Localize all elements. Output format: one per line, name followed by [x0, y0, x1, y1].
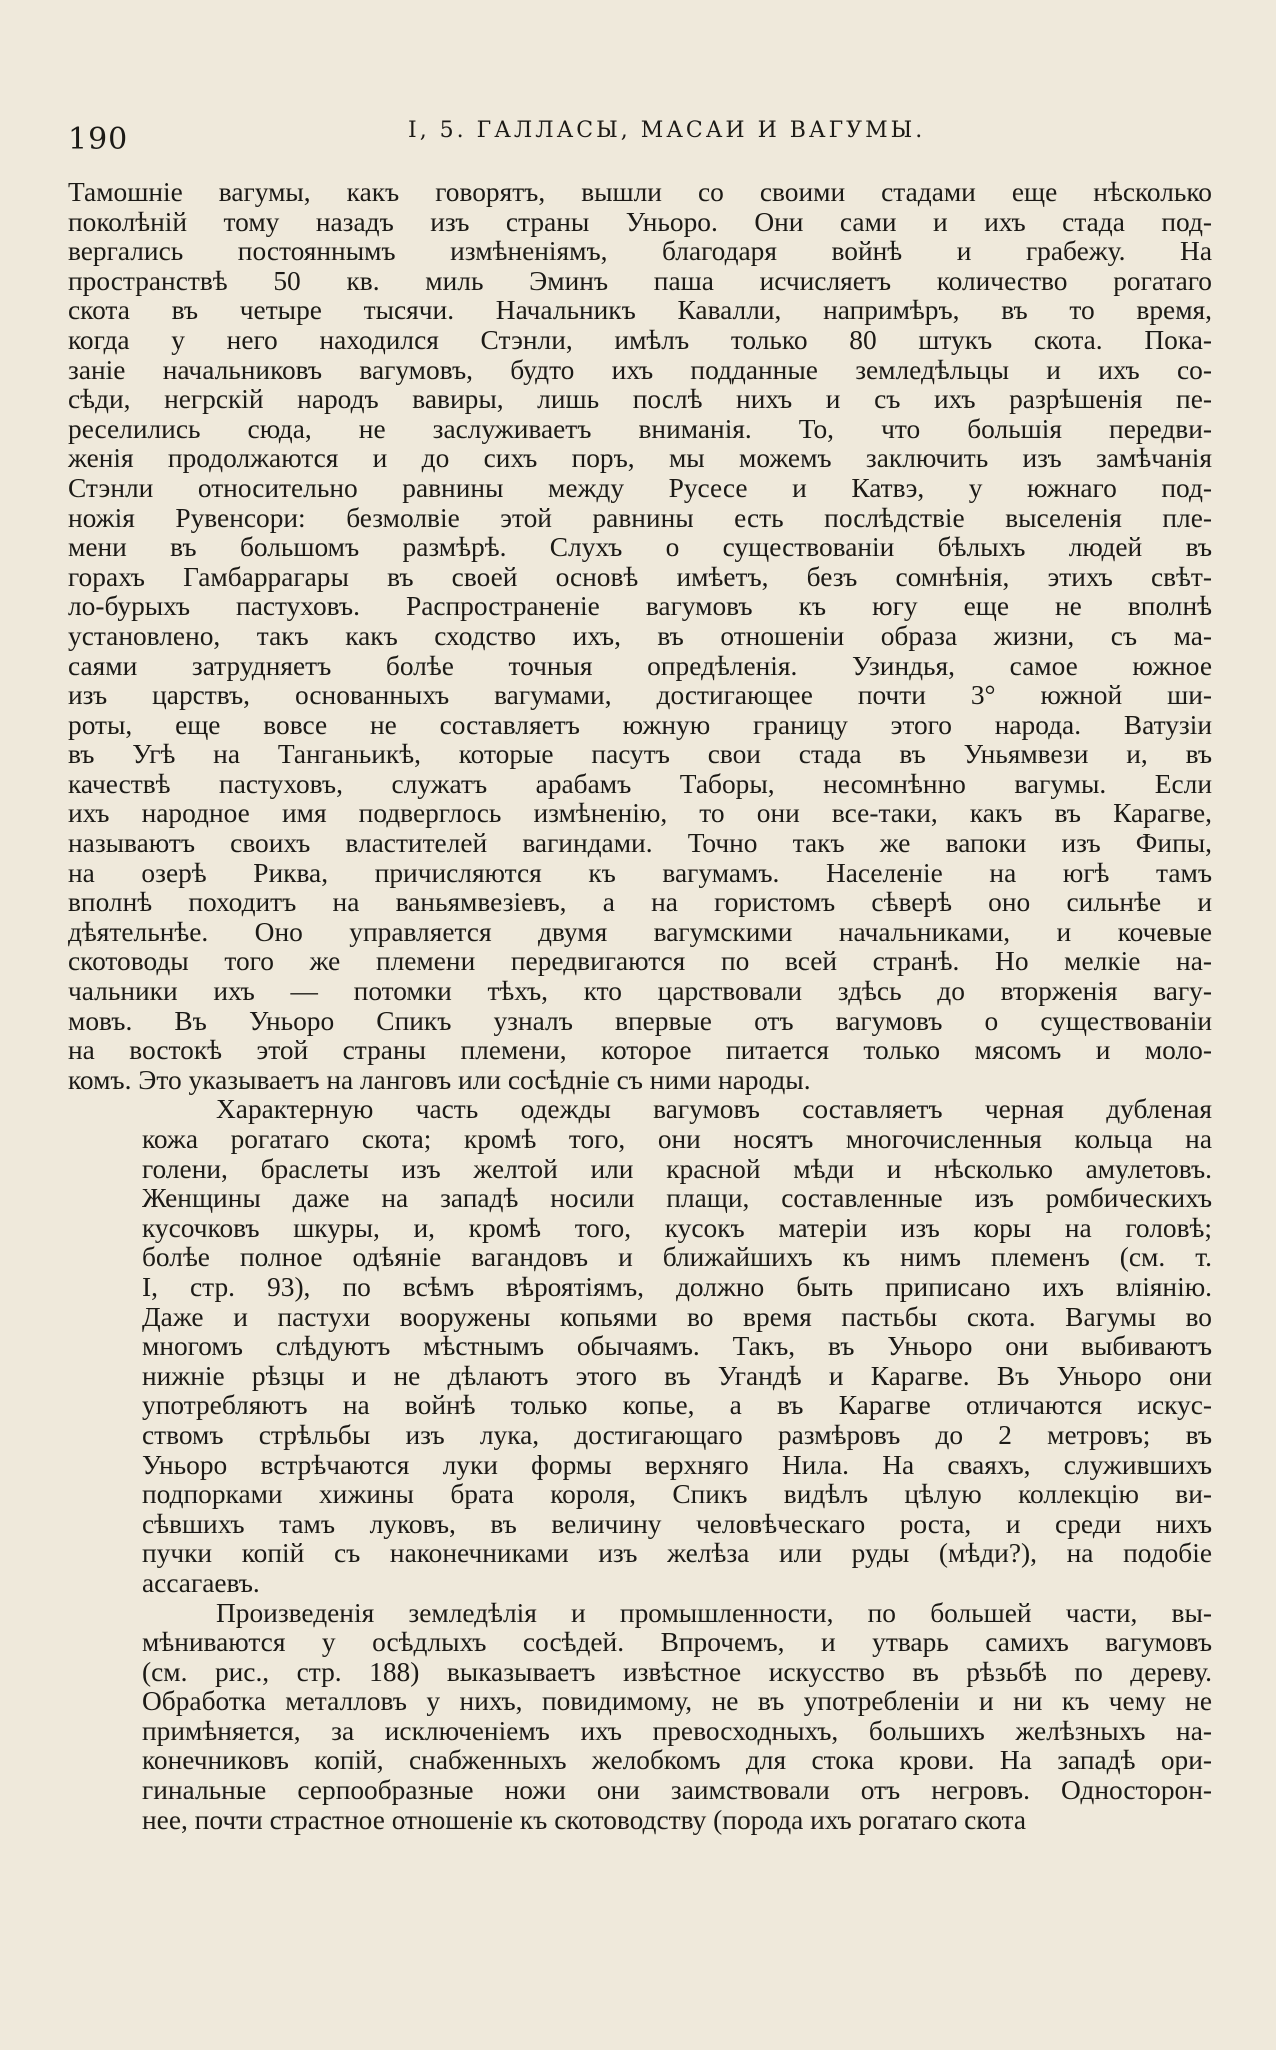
text-line: голени, браслеты изъ желтой или красной мѣди и нѣсколько амулетовъ. — [142, 1153, 1212, 1184]
page-number: 190 — [68, 122, 129, 157]
text-line: на озерѣ Риква, причисляются къ вагумамъ. Населеніе на югѣ тамъ — [68, 857, 1212, 888]
text-line: реселились сюда, не заслуживаетъ вниманія. То, что большія передви- — [68, 413, 1212, 444]
running-head — [68, 118, 1208, 158]
text-line: поколѣній тому назадъ изъ страны Уньоро. Они сами и ихъ стада под- — [68, 206, 1212, 237]
text-line: дѣятельнѣе. Оно управляется двумя вагумскими начальниками, и кочевые — [68, 916, 1212, 947]
text-line: нее, почти страстное отношеніе къ скотоводству (порода ихъ рогатаго скота — [142, 1804, 1027, 1835]
text-line: называютъ своихъ властителей вагиндами. Точно такъ же вапоки изъ Фипы, — [68, 828, 1212, 859]
text-line: заніе начальниковъ вагумовъ, будто ихъ подданные земледѣльцы и ихъ со- — [68, 354, 1212, 385]
body-text — [68, 178, 1212, 1835]
text-line: Стэнли относительно равнины между Русесе и Катвэ, у южнаго под- — [68, 472, 1212, 503]
text-line: ло-бурыхъ пастуховъ. Распространеніе вагумовъ къ югу еще не вполнѣ — [68, 591, 1212, 622]
text-line: ихъ народное имя подверглось измѣненію, то они все-таки, какъ въ Карагве, — [68, 798, 1212, 829]
text-line: Даже и пастухи вооружены копьями во время пастьбы скота. Вагумы во — [142, 1301, 1212, 1332]
text-line: Тамошніе вагумы, какъ говорятъ, вышли со своими стадами еще нѣсколько — [68, 177, 1212, 207]
text-line: кожа рогатаго скота; кромѣ того, они носятъ многочисленныя кольца на — [142, 1124, 1212, 1154]
text-line: въ Угѣ на Танганьикѣ, которые пасутъ свои стада въ Уньямвези и, въ — [68, 739, 1212, 770]
text-line: пучки копій съ наконечниками изъ желѣза или руды (мѣди?), на подобіе — [142, 1538, 1212, 1569]
text-line: роты, еще вовсе не составляетъ южную границу этого народа. Ватузіи — [68, 709, 1212, 740]
text-line: (см. рис., стр. 188) выказываетъ извѣстное искусство въ рѣзьбѣ по дереву. — [142, 1656, 1212, 1687]
running-head-title: I, 5. ГАЛЛАСЫ, МАСАИ И ВАГУМЫ. — [408, 118, 926, 143]
text-line: саями затрудняетъ болѣе точныя опредѣленія. Узиндья, самое южное — [68, 650, 1212, 681]
text-line: вергались постояннымъ измѣненіямъ, благодаря войнѣ и грабежу. На — [68, 236, 1212, 267]
text-line: когда у него находился Стэнли, имѣлъ только 80 штукъ скота. Пока- — [68, 324, 1212, 355]
text-line: примѣняется, за исключеніемъ ихъ превосходныхъ, большихъ желѣзныхъ на- — [142, 1715, 1212, 1746]
paragraph — [68, 1599, 1212, 1836]
text-line: Уньоро встрѣчаются луки формы верхняго Нила. На сваяхъ, служившихъ — [142, 1449, 1212, 1480]
text-line: горахъ Гамбаррагары въ своей основѣ имѣетъ, безъ сомнѣнія, этихъ свѣт- — [68, 561, 1212, 592]
text-line: Характерную часть одежды вагумовъ составляетъ черная дубленая — [216, 1094, 1212, 1125]
text-line: сѣди, негрскій народъ вавиры, лишь послѣ нихъ и съ ихъ разрѣшенія пе- — [68, 384, 1212, 415]
text-line: вполнѣ походитъ на ваньямвезіевъ, а на гористомъ сѣверѣ оно сильнѣе и — [68, 887, 1212, 918]
paragraph — [68, 178, 1212, 1095]
text-line: Произведенія земледѣлія и промышленности, по большей части, вы- — [216, 1597, 1212, 1628]
text-line: Обработка металловъ у нихъ, повидимому, не въ употребленіи и ни къ чему не — [142, 1686, 1212, 1717]
text-line: многомъ слѣдуютъ мѣстнымъ обычаямъ. Такъ, въ Уньоро они выбиваютъ — [142, 1331, 1212, 1362]
text-line: мѣниваются у осѣдлыхъ сосѣдей. Впрочемъ, и утварь самихъ вагумовъ — [142, 1627, 1212, 1658]
text-line: ножія Рувенсори: безмолвіе этой равнины есть послѣдствіе выселенія пле- — [68, 502, 1212, 533]
text-line: I, стр. 93), по всѣмъ вѣроятіямъ, должно быть приписано ихъ вліянію. — [142, 1271, 1212, 1302]
text-line: Женщины даже на западѣ носили плащи, составленные изъ ромбическихъ — [142, 1183, 1212, 1214]
text-line: пространствѣ 50 кв. миль Эминъ паша исчисляетъ количество рогатаго — [68, 265, 1212, 296]
text-line: подпорками хижины брата короля, Спикъ видѣлъ цѣлую коллекцію ви- — [142, 1479, 1212, 1510]
text-line: мени въ большомъ размѣрѣ. Слухъ о существованіи бѣлыхъ людей въ — [68, 532, 1212, 563]
text-line: скотоводы того же племени передвигаются по всей странѣ. Но мелкіе на- — [68, 946, 1212, 977]
text-line: нижніе рѣзцы и не дѣлаютъ этого въ Угандѣ и Карагве. Въ Уньоро они — [142, 1360, 1212, 1391]
text-line: сѣвшихъ тамъ луковъ, въ величину человѣческаго роста, и среди нихъ — [142, 1508, 1212, 1539]
text-line: чальники ихъ — потомки тѣхъ, кто царствовали здѣсь до вторженія вагу- — [68, 976, 1212, 1007]
text-line: кусочковъ шкуры, и, кромѣ того, кусокъ матеріи изъ коры на головѣ; — [142, 1212, 1212, 1243]
text-line: ствомъ стрѣльбы изъ лука, достигающаго размѣровъ до 2 метровъ; въ — [142, 1419, 1212, 1450]
text-line: скота въ четыре тысячи. Начальникъ Кавалли, напримѣръ, въ то время, — [68, 295, 1212, 326]
text-line: качествѣ пастуховъ, служатъ арабамъ Таборы, несомнѣнно вагумы. Если — [68, 768, 1212, 799]
paragraph — [68, 1095, 1212, 1598]
text-line: употребляютъ на войнѣ только копье, а въ Карагве отличаются искус- — [142, 1390, 1212, 1421]
text-line: комъ. Это указываетъ на ланговъ или сосѣдніе съ ними народы. — [68, 1064, 811, 1095]
text-line: конечниковъ копій, снабженныхъ желобкомъ для стока крови. На западѣ ори- — [142, 1745, 1212, 1776]
text-line: на востокѣ этой страны племени, которое питается только мясомъ и моло- — [68, 1035, 1212, 1066]
text-line: ассагаевъ. — [142, 1567, 260, 1598]
text-line: изъ царствъ, основанныхъ вагумами, достигающее почти 3° южной ши- — [68, 680, 1212, 711]
text-line: болѣе полное одѣяніе вагандовъ и ближайшихъ къ нимъ племенъ (см. т. — [142, 1242, 1212, 1273]
text-line: мовъ. Въ Уньоро Спикъ узналъ впервые отъ вагумовъ о существованіи — [68, 1005, 1212, 1036]
text-line: установлено, такъ какъ сходство ихъ, въ отношеніи образа жизни, съ ма- — [68, 620, 1212, 651]
text-line: женія продолжаются и до сихъ поръ, мы можемъ заключить изъ замѣчанія — [68, 443, 1212, 474]
text-line: гинальные серпообразные ножи они заимствовали отъ негровъ. Односторон- — [142, 1775, 1212, 1806]
